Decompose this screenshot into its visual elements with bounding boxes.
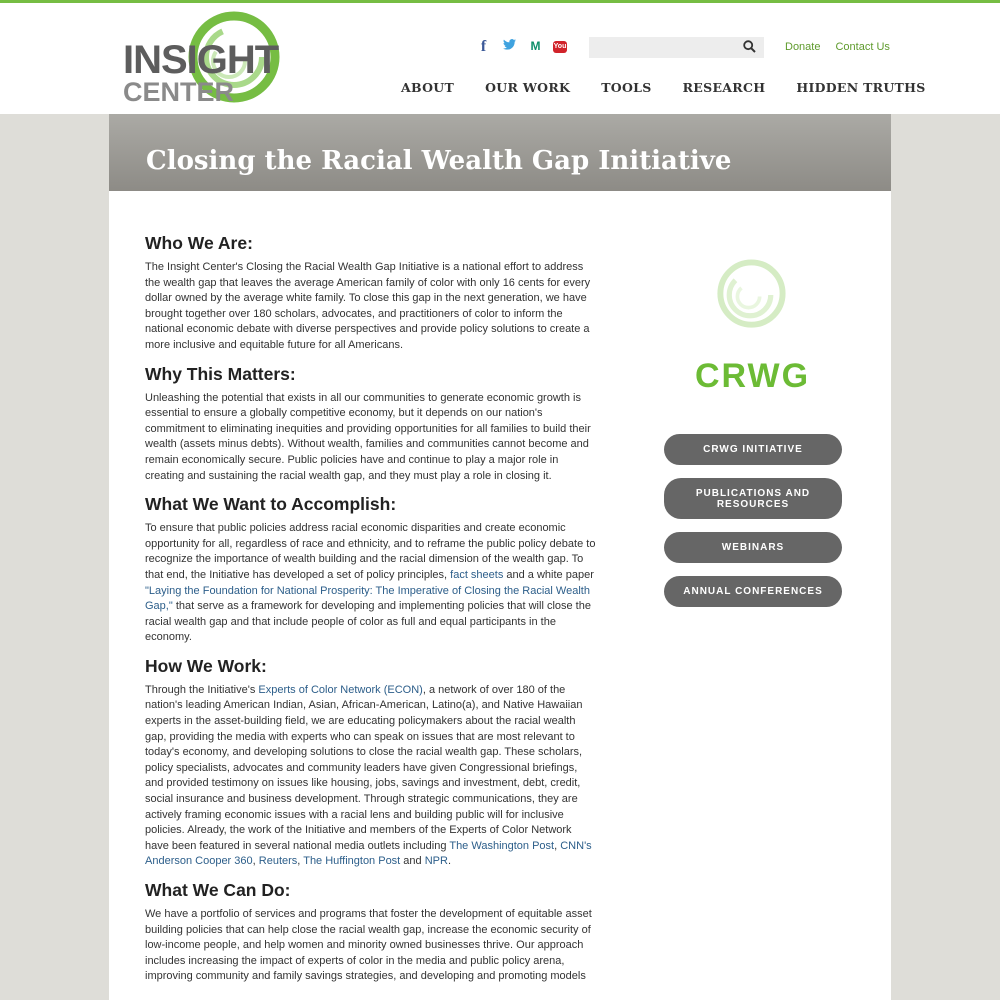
washington-post-link[interactable]: The Washington Post	[449, 839, 555, 852]
site-header	[0, 3, 1000, 114]
svg-text:INSIGHT: INSIGHT	[123, 38, 279, 82]
section-text-who-we-are: The Insight Center's Closing the Racial Wealth Gap Initiative is a national effort to address the wealth gap that leaves the average American family of color with only 16 cents for every dollar owned by the average white family. To close this gap in the next generation, we have brought together over 180 scholars, advocates, and practitioners of color to inform the national economic debate with diverse perspectives and provide policy solutions to create a more inclusive and equitable future for all Americans.	[145, 261, 591, 351]
insight-center-logo[interactable]	[121, 11, 281, 106]
nav-item-tools[interactable]: TOOLS	[601, 80, 652, 95]
econ-link[interactable]: Experts of Color Network (ECON)	[258, 683, 423, 696]
nav-item-hidden-truths[interactable]: HIDDEN TRUTHS	[796, 80, 926, 95]
section-heading-what-we-want: What We Want to Accomplish:	[145, 494, 397, 515]
text-span: ,	[554, 839, 561, 852]
medium-icon[interactable]: M	[530, 39, 541, 53]
nav-item-about[interactable]: ABOUT	[401, 80, 455, 95]
section-heading-who-we-are: Who We Are:	[145, 233, 253, 253]
text-span: and	[400, 855, 425, 868]
search-input[interactable]	[589, 37, 746, 58]
section-text-why-this-matters: Unleashing the potential that exists in all our communities to generate economic growth is essential to ensure a globally competitive economy, but it depends on our nation's commitment to eliminating inequities and providing opportunities for all families to build their wealth (assets minus debts). Without wealth, families and communities cannot become and remain economically secure. Public policies have and continue to play a major role in creating and sustaining the racial wealth gap, and they must play a role in closing it.	[145, 391, 591, 482]
contact-us-link[interactable]: Contact Us	[835, 41, 890, 53]
facebook-icon[interactable]: f	[480, 38, 487, 55]
section-heading-how-we-work: How We Work:	[145, 655, 267, 676]
crwg-initiative-button[interactable]: CRWG INITIATIVE	[664, 434, 842, 465]
text-span: ,	[297, 855, 304, 868]
donate-link[interactable]: Donate	[785, 41, 821, 53]
utility-links	[785, 41, 890, 53]
text-span: and a white paper	[503, 568, 594, 581]
search-box	[589, 37, 764, 58]
social-links	[475, 38, 567, 55]
section-text-how-we-work	[145, 683, 597, 870]
search-icon[interactable]	[743, 40, 756, 53]
crwg-logo-text: CRWG	[695, 357, 811, 395]
section-heading-why-this-matters: Why This Matters:	[145, 363, 296, 384]
crwg-swirl-logo	[690, 258, 810, 358]
section-heading-what-we-can-do: What We Can Do:	[145, 880, 291, 900]
cnn-link[interactable]: CNN's Anderson Cooper 360	[145, 839, 592, 868]
section-text-what-we-want	[145, 521, 597, 646]
text-span: ,	[252, 855, 259, 868]
text-span: Through the Initiative's	[145, 683, 259, 696]
main-article	[145, 233, 597, 995]
text-span: To ensure that public policies address racial economic disparities and create economic opportunity for all, regardless of race and ethnicity, and to reframe the public policy debate to recognize the importance of wealth building and the racial dimension of the wealth gap. To that end, the Initiative has developed a set of policy principles,	[145, 522, 596, 581]
huffington-post-link[interactable]: The Huffington Post	[303, 855, 401, 868]
fact-sheets-link[interactable]: fact sheets	[450, 568, 504, 581]
text-span: , a network of over 180 of the nation's leading American Indian, Asian, African-American, Latino(a), and Native Hawaiian experts in the asset-building field, we are educating policymakers about the racial wealth gap, providing the media with experts who can speak on issues that are most relevant to today's economy, and developing solutions to close the racial wealth gap. These scholars, policy specialists, advocates and community leaders have given Congressional briefings, and provided testimony on issues like housing, jobs, savings and investment, debt, credit, social insurance and business development. Through strategic communications, they are actively framing economic issues with a racial lens and building public will for inclusive policies. Already, the work of the Initiative and members of the Experts of Color Network have been featured in several national media outlets including	[145, 683, 583, 852]
svg-text:CENTER: CENTER	[123, 77, 235, 106]
section-text-what-we-can-do: We have a portfolio of services and programs that foster the development of equitable asset building policies that can help close the racial wealth gap, increase the economic security of low-income people, and help women and minority owned businesses thrive. Our approach includes increasing the impact of experts of color in the media and public policy arena, improving community and family savings strategies, and developing and promoting models	[145, 908, 592, 983]
annual-conferences-button[interactable]: ANNUAL CONFERENCES	[664, 576, 842, 607]
text-span: that serve as a framework for developing and implementing policies that will close the racial wealth gap and that include people of color as full and equal participants in the economy.	[145, 600, 591, 644]
twitter-icon[interactable]	[501, 38, 518, 55]
nav-item-research[interactable]: RESEARCH	[682, 80, 766, 95]
page-banner	[109, 114, 891, 191]
npr-link[interactable]: NPR	[424, 855, 448, 868]
main-nav	[401, 80, 926, 95]
page-title: Closing the Racial Wealth Gap Initiative	[146, 146, 732, 176]
youtube-icon[interactable]: You	[553, 41, 567, 53]
text-span: .	[447, 855, 452, 868]
reuters-link[interactable]: Reuters	[258, 855, 298, 868]
webinars-button[interactable]: WEBINARS	[664, 532, 842, 563]
nav-item-our-work[interactable]: OUR WORK	[485, 80, 571, 95]
publications-resources-button[interactable]: PUBLICATIONS AND RESOURCES	[664, 478, 842, 519]
white-paper-link[interactable]: "Laying the Foundation for National Prosperity: The Imperative of Closing the Racial Wealth Gap,"	[145, 584, 590, 613]
